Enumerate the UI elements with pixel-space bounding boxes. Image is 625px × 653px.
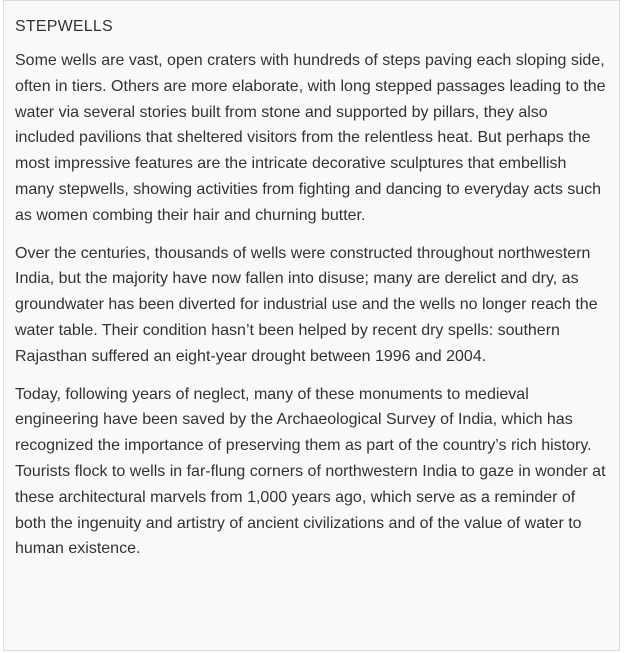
passage-paragraph-1: Some wells are vast, open craters with hundreds of steps paving each sloping side, often in tiers. Others are more elaborate, with long stepped passages leading to the water via several stories built from stone and supported by pillars, they also included pavilions that sheltered visitors from the relentless heat. But perhaps the most impressive features are the intricate decorative sculptures that embellish many stepwells, showing activities from fighting and dancing to everyday acts such as women combing their hair and churning butter. (15, 52, 606, 224)
passage-title: STEPWELLS (15, 18, 113, 35)
passage-paragraph-2: Over the centuries, thousands of wells were constructed throughout northwestern India, but the majority have now fallen into disuse; many are derelict and dry, as groundwater has been diverted for industrial use and the wells no longer reach the water table. Their condition hasn’t been helped by recent dry spells: southern Rajasthan suffered an eight-year drought between 1996 and 2004. (15, 244, 598, 365)
reading-passage-panel (3, 0, 620, 651)
passage-paragraph-3: Today, following years of neglect, many of these monuments to medieval engineering have been saved by the Archaeological Survey of India, which has recognized the importance of preserving them as part of the country’s rich history. Tourists flock to wells in far-flung corners of northwestern India to gaze in wonder at these architectural marvels from 1,000 years ago, which serve as a reminder of both the ingenuity and artistry of ancient civilizations and of the value of water to human existence. (15, 385, 606, 558)
